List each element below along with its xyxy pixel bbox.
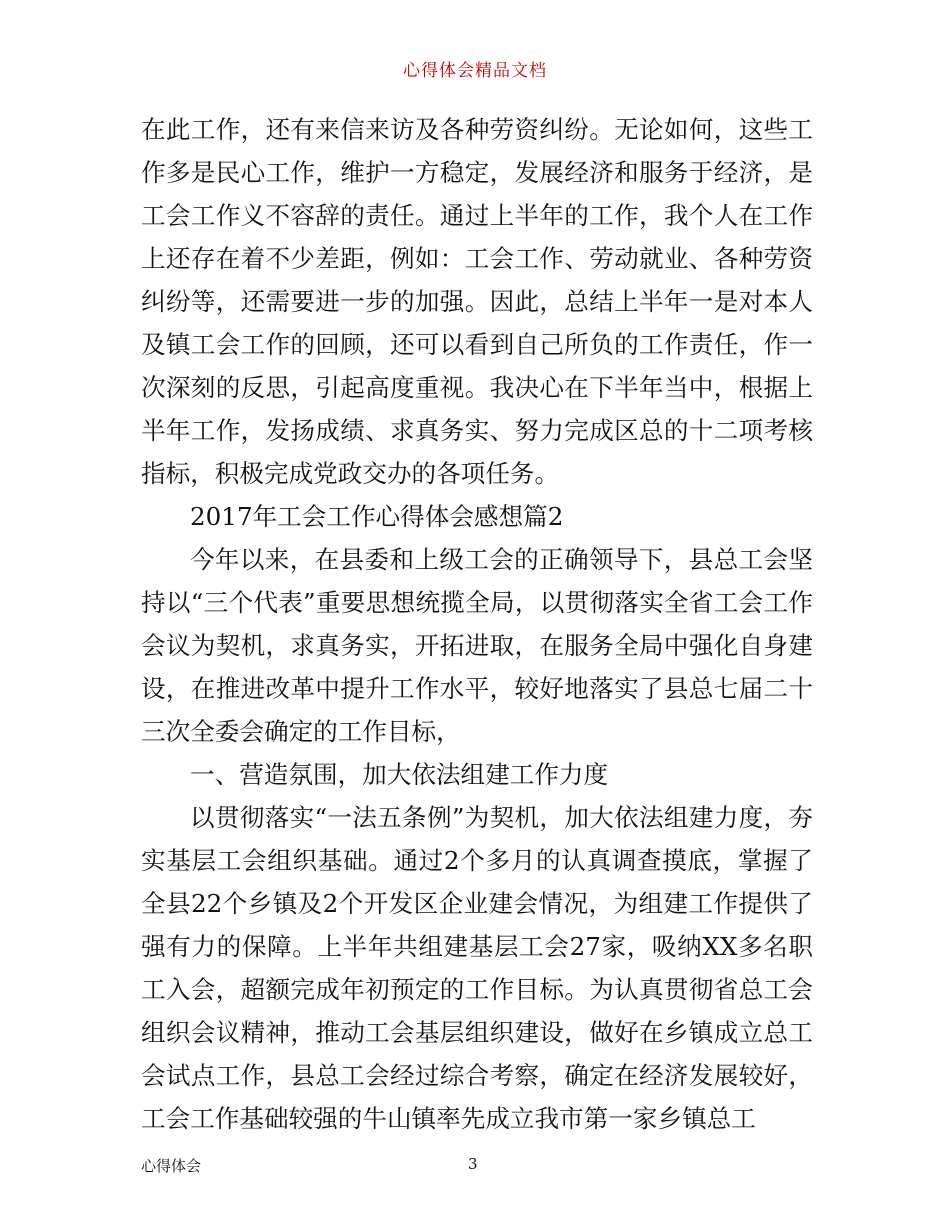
section-heading-article-2: 2017年工会工作心得体会感想篇2 [190,502,564,531]
document-body [141,108,813,1140]
footer-label: 心得体会 [141,1157,202,1175]
page-footer [0,1155,950,1179]
paragraph-continuation: 在此工作，还有来信来访及各种劳资纠纷。无论如何，这些工作多是民心工作，维护一方稳定，发展经济和服务于经济，是工会工作义不容辞的责任。通过上半年的工作，我个人在工作上还存在着不少差距，例如：工会工作、劳动就业、各种劳资纠纷等，还需要进一步的加强。因此，总结上半年一是对本人及镇工会工作的回顾，还可以看到自己所负的工作责任，作一次深刻的反思，引起高度重视。我决心在下半年当中，根据上半年工作，发扬成绩、求真务实、努力完成区总的十二项考核指标，积极完成党政交办的各项任务。 [141,115,813,488]
page-header-title: 心得体会精品文档 [403,61,547,81]
page-number: 3 [468,1155,478,1173]
paragraph-organization: 以贯彻落实“一法五条例”为契机，加大依法组建力度，夯实基层工会组织基础。通过2个多月的认真调查摸底，掌握了全县22个乡镇及2个开发区企业建会情况，为组建工作提供了强有力的保障。上半年共组建基层工会27家，吸纳XX多名职工入会，超额完成年初预定的工作目标。为认真贯彻省总工会组织会议精神，推动工会基层组织建设，做好在乡镇成立总工会试点工作，县总工会经过综合考察，确定在经济发展较好，工会工作基础较强的牛山镇率先成立我市第一家乡镇总工 [141,803,813,1133]
section-heading-1: 一、营造氛围，加大依法组建工作力度 [190,760,609,789]
paragraph-intro: 今年以来，在县委和上级工会的正确领导下，县总工会坚持以“三个代表”重要思想统揽全局，以贯彻落实全省工会工作会议为契机，求真务实，开拓进取，在服务全局中强化自身建设，在推进改革中提升工作水平，较好地落实了县总七届二十三次全委会确定的工作目标， [141,545,813,746]
